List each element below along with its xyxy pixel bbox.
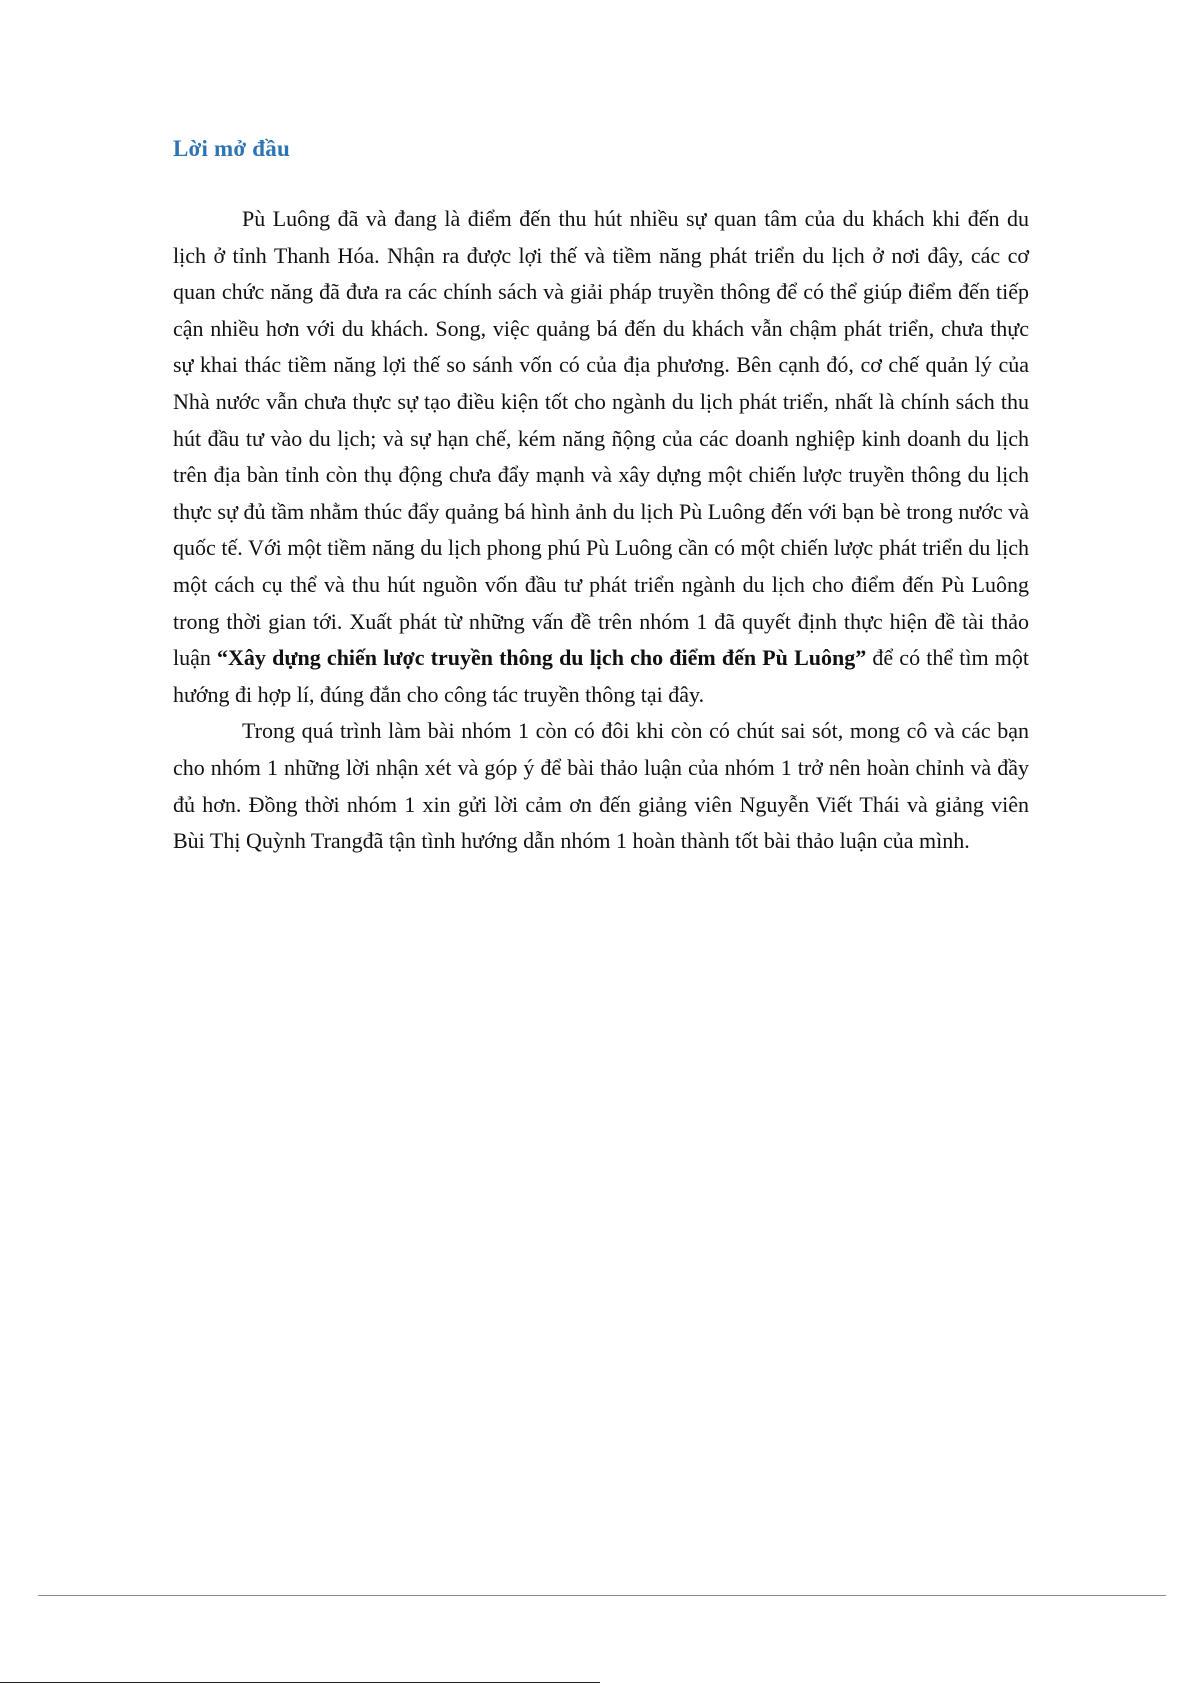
paragraph-intro-text: Pù Luông đã và đang là điểm đến thu hút nhiều sự quan tâm của du khách khi đến du lịch ở tỉnh Thanh Hóa. Nhận ra được lợi thế và tiềm năng phát triển du lịch ở nơi đây, các cơ quan chức năng đã đưa ra các chính sách và giải pháp truyền thông để có thể giúp điểm đến tiếp cận nhiều hơn với du khách. Song, việc quảng bá đến du khách vẫn chậm phát triển, chưa thực sự khai thác tiềm năng lợi thế so sánh vốn có của địa phương. Bên cạnh đó, cơ chế quản lý của Nhà nước vẫn chưa thực sự tạo điều kiện tốt cho ngành du lịch phát triển, nhất là chính sách thu hút đầu tư vào du lịch; và sự hạn chế, kém năng ñộng của các doanh nghiệp kinh doanh du lịch trên địa bàn tỉnh còn thụ động chưa đẩy mạnh và xây dựng một chiến lược truyền thông du lịch thực sự đủ tầm nhằm thúc đẩy quảng bá hình ảnh du lịch Pù Luông đến với bạn bè trong nước và quốc tế. Với một tiềm năng du lịch phong phú Pù Luông cần có một chiến lược phát triển du lịch một cách cụ thể và thu hút nguồn vốn đầu tư phát triển ngành du lịch cho điểm đến Pù Luông trong thời gian tới. Xuất phát từ những vấn đề trên nhóm 1 đã quyết định thực hiện đề tài thảo luận [173,206,1029,671]
page-heading: Lời mở đầu [173,136,290,161]
footer-divider [38,1595,1166,1596]
paragraph-intro-tail: để có thể tìm một hướng đi hợp lí, đúng đắn cho công tác truyền thông tại đây. [173,645,1029,707]
bottom-edge-line [0,1682,600,1683]
paragraph-intro [173,201,1029,713]
topic-title: “Xây dựng chiến lược truyền thông du lịch cho điểm đến Pù Luông” [217,645,867,671]
paragraph-thanks-text: Trong quá trình làm bài nhóm 1 còn có đôi khi còn có chút sai sót, mong cô và các bạn cho nhóm 1 những lời nhận xét và góp ý để bài thảo luận của nhóm 1 trở nên hoàn chỉnh và đầy đủ hơn. Đồng thời nhóm 1 xin gửi lời cảm ơn đến giảng viên Nguyễn Viết Thái và giảng viên Bùi Thị Quỳnh Trangđã tận tình hướng dẫn nhóm 1 hoàn thành tốt bài thảo luận của mình. [173,718,1029,854]
paragraph-thanks [173,713,1029,859]
body-text [173,201,1029,860]
